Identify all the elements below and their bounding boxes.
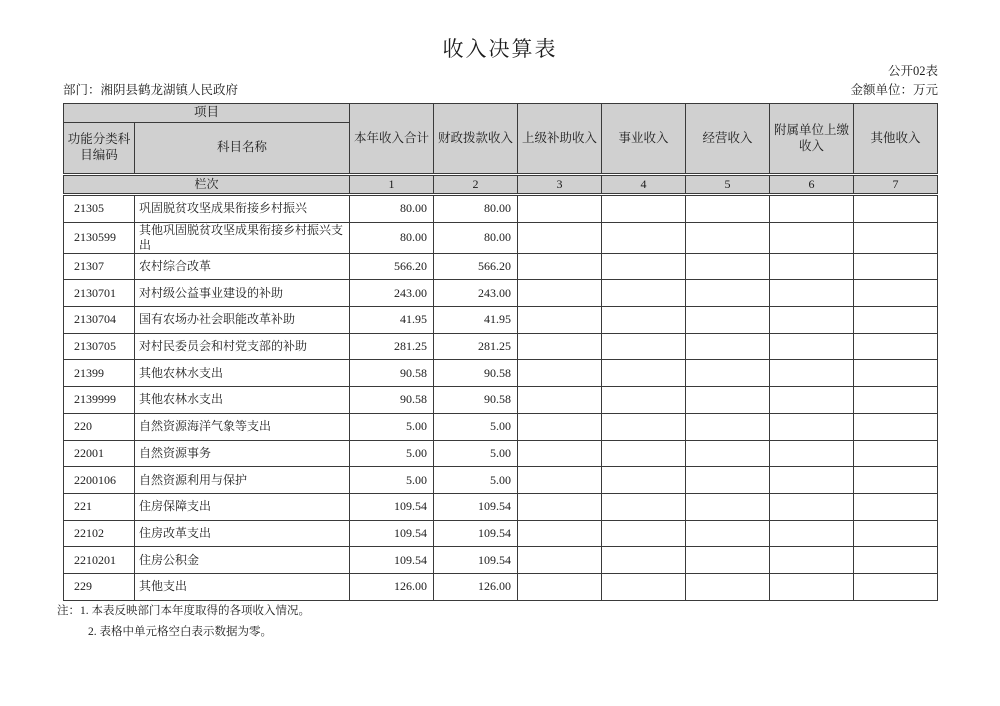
cell-function-code: 21307 xyxy=(64,253,135,280)
cell-function-code: 21399 xyxy=(64,360,135,387)
cell-other-income xyxy=(854,360,938,387)
cell-affiliated-remit xyxy=(770,307,854,334)
cell-business-income xyxy=(602,307,686,334)
cell-total-income: 90.58 xyxy=(350,360,434,387)
cell-total-income: 80.00 xyxy=(350,222,434,253)
cell-function-code: 21305 xyxy=(64,195,135,223)
cell-affiliated-remit xyxy=(770,573,854,600)
cell-superior-subsidy xyxy=(518,333,602,360)
cell-function-code: 2130701 xyxy=(64,280,135,307)
cell-superior-subsidy xyxy=(518,360,602,387)
cell-operating-income xyxy=(686,520,770,547)
table-row xyxy=(64,493,938,520)
cell-fiscal-appropriation: 80.00 xyxy=(434,195,518,223)
note-1: 注：1. 本表反映部门本年度取得的各项收入情况。 xyxy=(57,605,310,617)
cell-total-income: 5.00 xyxy=(350,413,434,440)
cell-superior-subsidy xyxy=(518,280,602,307)
cell-subject-name: 农村综合改革 xyxy=(135,253,350,280)
column-index-5: 5 xyxy=(686,175,770,195)
cell-function-code: 2210201 xyxy=(64,547,135,574)
cell-other-income xyxy=(854,280,938,307)
cell-business-income xyxy=(602,195,686,223)
cell-fiscal-appropriation: 90.58 xyxy=(434,360,518,387)
table-row xyxy=(64,333,938,360)
col-header-subject-name: 科目名称 xyxy=(135,123,350,175)
cell-operating-income xyxy=(686,360,770,387)
cell-affiliated-remit xyxy=(770,547,854,574)
cell-total-income: 109.54 xyxy=(350,547,434,574)
cell-fiscal-appropriation: 566.20 xyxy=(434,253,518,280)
cell-subject-name: 住房改革支出 xyxy=(135,520,350,547)
column-index-4: 4 xyxy=(602,175,686,195)
cell-subject-name: 其他农林水支出 xyxy=(135,360,350,387)
cell-other-income xyxy=(854,253,938,280)
page-title: 收入决算表 xyxy=(442,37,558,61)
cell-subject-name: 巩固脱贫攻坚成果衔接乡村振兴 xyxy=(135,195,350,223)
table-row xyxy=(64,547,938,574)
cell-total-income: 90.58 xyxy=(350,387,434,414)
cell-other-income xyxy=(854,413,938,440)
header-row-column-index xyxy=(64,175,938,195)
col-header-total-income: 本年收入合计 xyxy=(350,104,434,175)
col-header-superior-subsidy: 上级补助收入 xyxy=(518,104,602,175)
cell-affiliated-remit xyxy=(770,360,854,387)
cell-function-code: 2139999 xyxy=(64,387,135,414)
cell-fiscal-appropriation: 90.58 xyxy=(434,387,518,414)
cell-operating-income xyxy=(686,467,770,494)
cell-superior-subsidy xyxy=(518,547,602,574)
cell-fiscal-appropriation: 109.54 xyxy=(434,493,518,520)
col-header-operating-income: 经营收入 xyxy=(686,104,770,175)
project-group-header: 项目 xyxy=(64,104,350,123)
cell-subject-name: 自然资源利用与保护 xyxy=(135,467,350,494)
cell-subject-name: 国有农场办社会职能改革补助 xyxy=(135,307,350,334)
cell-superior-subsidy xyxy=(518,467,602,494)
cell-business-income xyxy=(602,253,686,280)
cell-operating-income xyxy=(686,493,770,520)
cell-other-income xyxy=(854,333,938,360)
cell-subject-name: 对村民委员会和村党支部的补助 xyxy=(135,333,350,360)
cell-operating-income xyxy=(686,280,770,307)
cell-function-code: 229 xyxy=(64,573,135,600)
table-row xyxy=(64,360,938,387)
cell-total-income: 41.95 xyxy=(350,307,434,334)
cell-superior-subsidy xyxy=(518,573,602,600)
income-table xyxy=(63,103,938,601)
cell-total-income: 243.00 xyxy=(350,280,434,307)
cell-other-income xyxy=(854,222,938,253)
cell-business-income xyxy=(602,467,686,494)
cell-other-income xyxy=(854,387,938,414)
cell-total-income: 566.20 xyxy=(350,253,434,280)
cell-operating-income xyxy=(686,547,770,574)
cell-affiliated-remit xyxy=(770,413,854,440)
col-header-business-income: 事业收入 xyxy=(602,104,686,175)
cell-operating-income xyxy=(686,307,770,334)
cell-business-income xyxy=(602,573,686,600)
cell-subject-name: 住房公积金 xyxy=(135,547,350,574)
cell-affiliated-remit xyxy=(770,387,854,414)
column-index-label: 栏次 xyxy=(64,175,350,195)
cell-fiscal-appropriation: 109.54 xyxy=(434,520,518,547)
header-row-project xyxy=(64,104,938,123)
cell-subject-name: 对村级公益事业建设的补助 xyxy=(135,280,350,307)
table-body xyxy=(64,195,938,601)
cell-subject-name: 住房保障支出 xyxy=(135,493,350,520)
cell-affiliated-remit xyxy=(770,333,854,360)
cell-business-income xyxy=(602,387,686,414)
cell-operating-income xyxy=(686,195,770,223)
cell-subject-name: 自然资源海洋气象等支出 xyxy=(135,413,350,440)
cell-business-income xyxy=(602,280,686,307)
cell-other-income xyxy=(854,195,938,223)
meta-row xyxy=(63,80,938,98)
cell-function-code: 2200106 xyxy=(64,467,135,494)
table-row xyxy=(64,413,938,440)
cell-function-code: 221 xyxy=(64,493,135,520)
cell-total-income: 5.00 xyxy=(350,440,434,467)
cell-affiliated-remit xyxy=(770,440,854,467)
cell-function-code: 22001 xyxy=(64,440,135,467)
cell-fiscal-appropriation: 281.25 xyxy=(434,333,518,360)
cell-business-income xyxy=(602,222,686,253)
cell-superior-subsidy xyxy=(518,387,602,414)
column-index-2: 2 xyxy=(434,175,518,195)
cell-other-income xyxy=(854,467,938,494)
cell-other-income xyxy=(854,440,938,467)
cell-fiscal-appropriation: 126.00 xyxy=(434,573,518,600)
column-index-3: 3 xyxy=(518,175,602,195)
table-row xyxy=(64,387,938,414)
col-header-other-income: 其他收入 xyxy=(854,104,938,175)
cell-operating-income xyxy=(686,333,770,360)
cell-total-income: 5.00 xyxy=(350,467,434,494)
cell-total-income: 109.54 xyxy=(350,493,434,520)
table-row xyxy=(64,222,938,253)
cell-superior-subsidy xyxy=(518,195,602,223)
cell-fiscal-appropriation: 109.54 xyxy=(434,547,518,574)
cell-function-code: 2130705 xyxy=(64,333,135,360)
cell-affiliated-remit xyxy=(770,493,854,520)
table-row xyxy=(64,253,938,280)
cell-superior-subsidy xyxy=(518,493,602,520)
cell-function-code: 220 xyxy=(64,413,135,440)
cell-other-income xyxy=(854,573,938,600)
cell-business-income xyxy=(602,493,686,520)
cell-business-income xyxy=(602,413,686,440)
cell-fiscal-appropriation: 5.00 xyxy=(434,440,518,467)
cell-total-income: 281.25 xyxy=(350,333,434,360)
cell-operating-income xyxy=(686,413,770,440)
cell-superior-subsidy xyxy=(518,307,602,334)
amount-unit-label: 金额单位：万元 xyxy=(850,83,938,97)
note-2: 2. 表格中单元格空白表示数据为零。 xyxy=(88,626,272,638)
cell-fiscal-appropriation: 5.00 xyxy=(434,413,518,440)
cell-total-income: 126.00 xyxy=(350,573,434,600)
cell-affiliated-remit xyxy=(770,520,854,547)
table-row xyxy=(64,195,938,223)
cell-business-income xyxy=(602,547,686,574)
cell-subject-name: 其他农林水支出 xyxy=(135,387,350,414)
cell-operating-income xyxy=(686,387,770,414)
col-header-fiscal-appropriation: 财政拨款收入 xyxy=(434,104,518,175)
cell-operating-income xyxy=(686,222,770,253)
cell-subject-name: 其他巩固脱贫攻坚成果衔接乡村振兴支出 xyxy=(135,222,350,253)
cell-superior-subsidy xyxy=(518,253,602,280)
col-header-affiliated-remit: 附属单位上缴收入 xyxy=(770,104,854,175)
cell-other-income xyxy=(854,520,938,547)
cell-function-code: 2130704 xyxy=(64,307,135,334)
cell-business-income xyxy=(602,333,686,360)
table-row xyxy=(64,280,938,307)
cell-other-income xyxy=(854,493,938,520)
table-row xyxy=(64,307,938,334)
cell-affiliated-remit xyxy=(770,280,854,307)
column-index-1: 1 xyxy=(350,175,434,195)
cell-business-income xyxy=(602,440,686,467)
cell-function-code: 22102 xyxy=(64,520,135,547)
cell-business-income xyxy=(602,520,686,547)
form-code-label: 公开02表 xyxy=(887,64,938,78)
cell-affiliated-remit xyxy=(770,195,854,223)
cell-fiscal-appropriation: 41.95 xyxy=(434,307,518,334)
cell-other-income xyxy=(854,547,938,574)
cell-total-income: 109.54 xyxy=(350,520,434,547)
cell-affiliated-remit xyxy=(770,222,854,253)
table-row xyxy=(64,520,938,547)
column-index-7: 7 xyxy=(854,175,938,195)
cell-operating-income xyxy=(686,253,770,280)
cell-fiscal-appropriation: 80.00 xyxy=(434,222,518,253)
cell-operating-income xyxy=(686,440,770,467)
cell-subject-name: 其他支出 xyxy=(135,573,350,600)
cell-operating-income xyxy=(686,573,770,600)
cell-total-income: 80.00 xyxy=(350,195,434,223)
cell-other-income xyxy=(854,307,938,334)
cell-subject-name: 自然资源事务 xyxy=(135,440,350,467)
cell-fiscal-appropriation: 243.00 xyxy=(434,280,518,307)
cell-business-income xyxy=(602,360,686,387)
cell-fiscal-appropriation: 5.00 xyxy=(434,467,518,494)
column-index-6: 6 xyxy=(770,175,854,195)
col-header-function-code: 功能分类科目编码 xyxy=(64,123,135,175)
cell-function-code: 2130599 xyxy=(64,222,135,253)
table-row xyxy=(64,467,938,494)
cell-superior-subsidy xyxy=(518,520,602,547)
department-label: 部门：湘阴县鹤龙湖镇人民政府 xyxy=(63,83,239,97)
cell-superior-subsidy xyxy=(518,222,602,253)
cell-superior-subsidy xyxy=(518,440,602,467)
table-row xyxy=(64,573,938,600)
cell-affiliated-remit xyxy=(770,467,854,494)
cell-superior-subsidy xyxy=(518,413,602,440)
cell-affiliated-remit xyxy=(770,253,854,280)
table-row xyxy=(64,440,938,467)
footnotes xyxy=(57,601,310,643)
